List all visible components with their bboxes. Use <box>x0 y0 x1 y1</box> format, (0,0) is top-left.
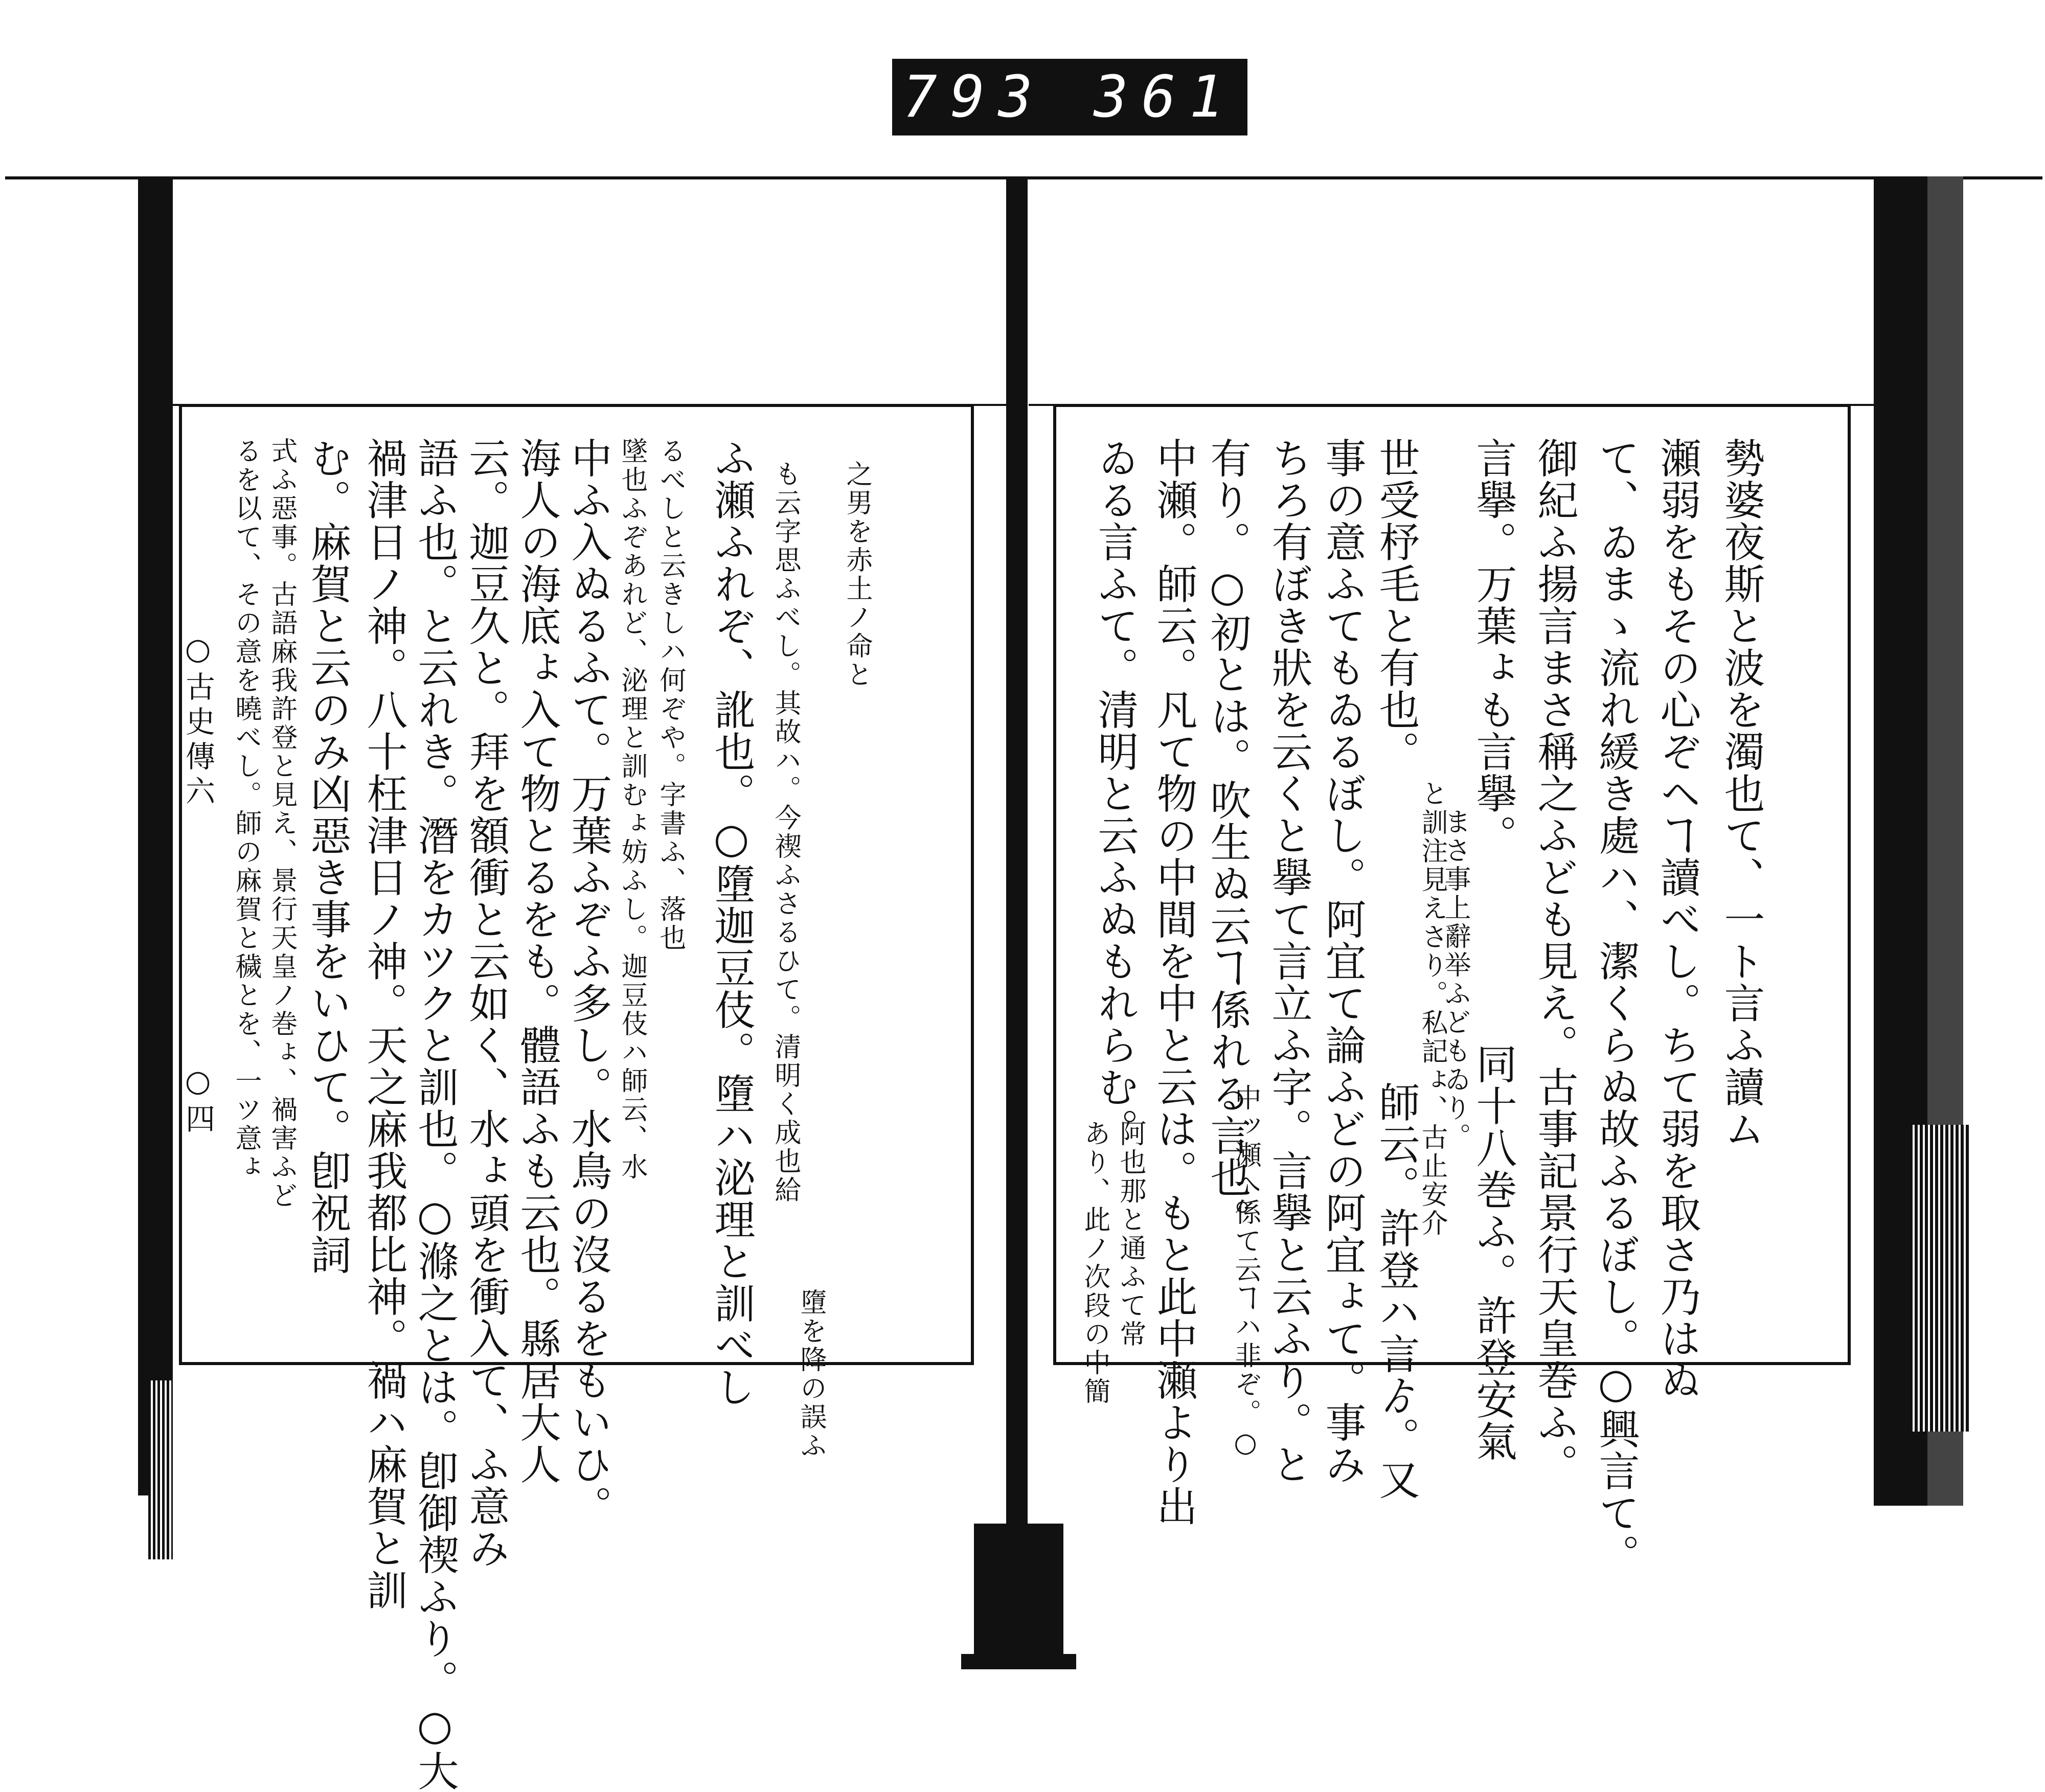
left-text-column: 墜也ふぞあれど、泌理と訓むょ妨ふし。迦豆伎ハ師云、水 <box>617 437 647 1182</box>
book-spine <box>1006 176 1028 1557</box>
right-text-column: て、ゐまゝ流れ緩き處ハ、潔くらぬ故ふるぼし。○興言て。 <box>1592 437 1640 1576</box>
right-text-column: 同十八巻ふ。許登安氣 <box>1469 1043 1517 1462</box>
left-page-folio: ○四 <box>180 1063 215 1138</box>
left-text-column: るべしと云きしハ何ぞや。字書ふ、落也 <box>655 437 686 952</box>
left-text-column: む。麻賀と云のみ凶惡き事をいひて。卽祝詞 <box>304 437 351 1276</box>
spine-foot <box>961 1654 1076 1669</box>
right-text-column: 師云。許登ハ言ゟ。又 <box>1372 1081 1420 1501</box>
right-text-column: まさ事上辭举ふどもゐり。 <box>1440 808 1470 1151</box>
left-interlinear-note: 墮を降の誤ふ <box>796 1288 826 1460</box>
right-text-column: 御紀ふ揚言まさ稱之ふども見え。古事記景行天皇巻ふ。 <box>1531 437 1578 1485</box>
left-text-column: 語ふ也。と云れき。潛をカツクと訓也。○滌之とは。卽御禊ふり。○大 <box>411 437 459 1792</box>
right-text-column: 中ッ瀬へ係て云ヿハ非ぞ。○ <box>1230 1084 1261 1460</box>
left-text-column: ふ瀬ふれぞ、訛也。○墮迦豆伎。墮ハ泌理と訓べし <box>708 437 755 1408</box>
right-text-column: 阿也那と通ふて常 <box>1115 1120 1146 1349</box>
right-text-column: ゐる言ふて。清明と云ふぬもれらむ。 <box>1091 437 1139 1150</box>
left-text-column: 中ふ入ぬるふて。万葉ふぞふ多し。水鳥の沒るをもいひ。 <box>564 437 612 1527</box>
right-text-column: 勢婆夜斯と波を濁也て、一ト言ふ讀ム <box>1717 437 1765 1150</box>
left-page-margin-title: ○古史傳六 <box>180 631 215 810</box>
left-text-column: るを以て、その意を曉べし。師の麻賀と穢とを、一ツ意ょ <box>231 437 261 1182</box>
right-text-column: 瀬弱をもその心ぞヘヿ讀べし。ちて弱を取さ乃はぬ <box>1653 437 1701 1401</box>
right-text-column: 事の意ふてもゐるぼし。阿宜て論ふどの阿宜ょて。事み <box>1319 437 1366 1485</box>
right-text-column: と訓注見えさり。私記ょ、古止安介 <box>1417 780 1447 1238</box>
left-text-column: も云字思ふべし。其故ハ。今禊ふさるひて。清明く成也給 <box>770 460 801 1205</box>
right-text-column: 有り。○初とは。吹生ぬ云ヿ係れる言也。 <box>1203 437 1251 1240</box>
left-text-column: 云。迦豆久と。拜を額衝と云如く、水ょ頭を衝入て、ふ意み <box>462 437 510 1569</box>
left-text-column: 禍津日ノ神。八十枉津日ノ神。天之麻我都比神。禍ハ麻賀と訓 <box>360 437 407 1611</box>
right-text-column: 中瀬。師云。凡て物の中間を中と云は。もと此中瀬より出 <box>1150 437 1197 1527</box>
right-text-column: ちろ有ぼき狀を云くと擧て言立ふ字。言擧と云ふり。と <box>1265 437 1312 1485</box>
left-text-column: 海人の海底ょ入て物とるをも。體語ふも云也。縣居大人 <box>513 437 561 1485</box>
left-text-column: 之男を赤土ノ命と <box>842 460 872 689</box>
right-text-column: 世受杼毛と有也。 <box>1372 437 1420 773</box>
left-page-edge-striations <box>148 1380 173 1559</box>
left-page-edge <box>138 176 173 1495</box>
spine-base <box>974 1524 1063 1667</box>
right-text-column: 言擧。万葉ょも言擧。 <box>1469 437 1517 856</box>
film-label: 793 361 <box>892 59 1247 135</box>
left-text-column: 式ふ惡事。古語麻我許登と見え、景行天皇ノ巻ょ、禍害ふど <box>266 437 297 1210</box>
right-page-edge-striations <box>1910 1125 1971 1432</box>
right-text-column: あり、此ノ次段の中簡 <box>1079 1120 1110 1406</box>
